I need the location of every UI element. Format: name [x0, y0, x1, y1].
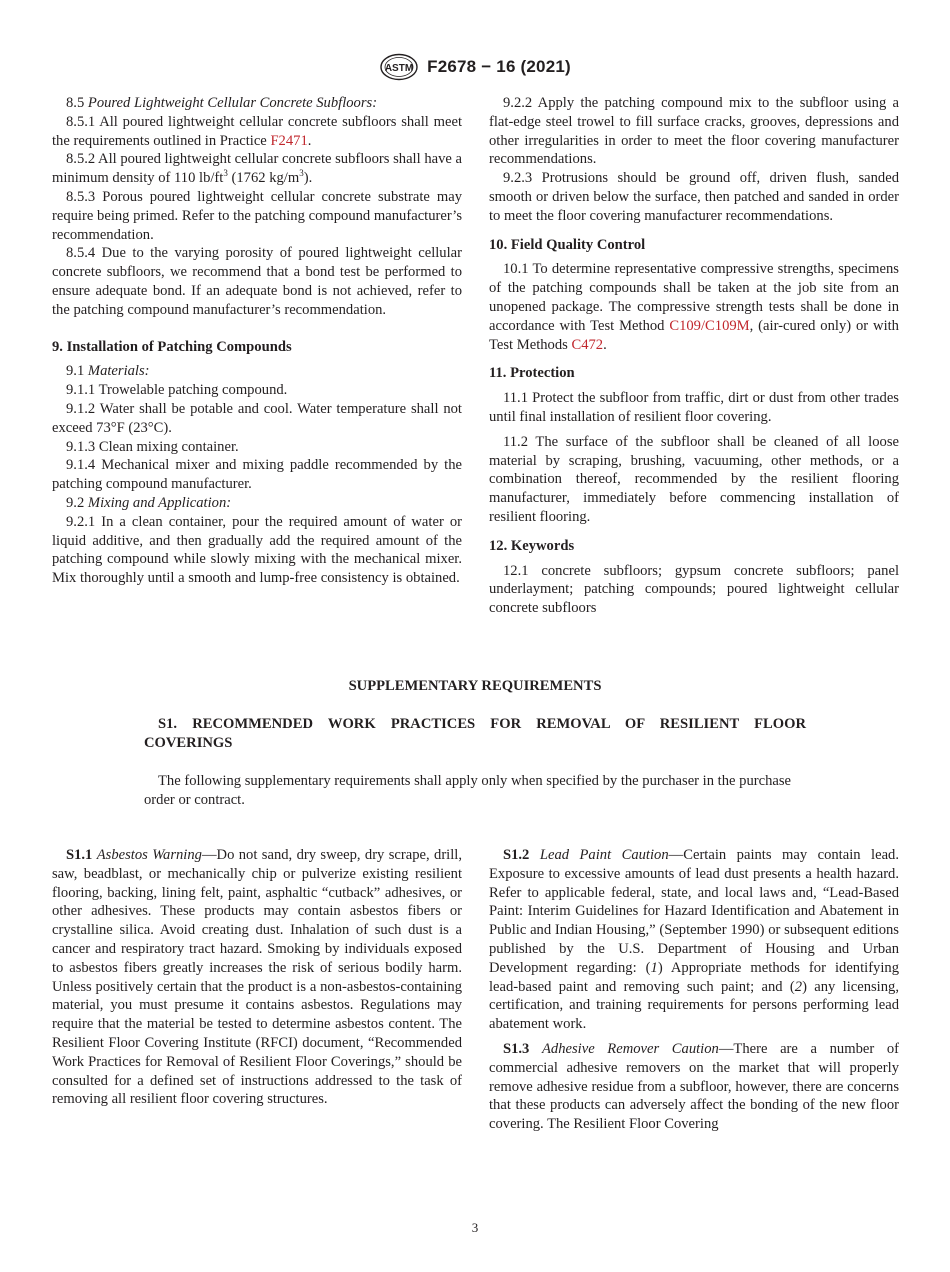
section-8-5-3: 8.5.3 Porous poured lightweight cellular concrete substrate may require being primed. Refer to the patching compound manufacturer’s recommendation. [52, 188, 462, 243]
s1-intro: The following supplementary requirements shall apply only when specified by the purchaser in the purchase order or contract. [144, 773, 792, 808]
section-8-5-4: 8.5.4 Due to the varying porosity of poured lightweight cellular concrete subfloors, we recommend that a bond test be performed to ensure adequate bond. If an adequate bond is not achieved, refer to the patching compound manufacturer’s recommendation. [52, 245, 462, 318]
page-header [0, 53, 950, 81]
document-designation: F2678 − 16 (2021) [427, 57, 571, 76]
ref-link-c472[interactable]: C472 [571, 336, 604, 353]
heading-section-9: 9. Installation of Patching Compounds [52, 338, 292, 355]
right-column-lower [489, 846, 899, 1134]
section-9-1-3: 9.1.3 Clean mixing container. [66, 438, 239, 455]
section-s1-2: S1.2 Lead Paint Caution—Certain paints may contain lead. Exposure to excessive amounts of lead dust presents a health hazard. Refer to applicable federal, state, and local laws and, “Lead-Based Paint: Interim Guidelines for Hazard Identification and Abatement in Public and Indian Housing,” (September 1990) or subsequent editions published by the U.S. Department of Housing and Urban Development regarding: (1) Appropriate methods for identifying lead-based paint and removing such paint; and (2) any licensing, certification, and training requirements for persons performing lead abatement work. [489, 847, 900, 1033]
left-column-lower [52, 846, 462, 1109]
heading-section-11: 11. Protection [489, 365, 575, 382]
page-number: 3 [471, 1220, 479, 1235]
astm-logo-icon [379, 53, 419, 81]
heading-section-12: 12. Keywords [489, 537, 575, 554]
ref-link-f2471[interactable]: F2471 [270, 132, 308, 149]
section-12-1: 12.1 concrete subfloors; gypsum concrete subfloors; panel underlayment; patching compounds; poured lightweight cellular concrete subfloors [489, 562, 899, 617]
s1-title: S1. RECOMMENDED WORK PRACTICES FOR REMOVAL OF RESILIENT FLOOR COVERINGS [144, 716, 806, 751]
section-9-1-4: 9.1.4 Mechanical mixer and mixing paddle recommended by the patching compound manufacturer. [52, 457, 462, 493]
section-11-2: 11.2 The surface of the subfloor shall be cleaned of all loose material by scraping, brushing, vacuuming, other methods, or a combination thereof, recommended by the resilient flooring manufacturer, immediately before commencing installation of resilient flooring. [489, 433, 899, 525]
section-9-2: 9.2 Mixing and Application: [66, 494, 232, 511]
supplementary-heading: SUPPLEMENTARY REQUIREMENTS [348, 678, 602, 694]
logo-text: ASTM [384, 63, 414, 74]
section-9-1: 9.1 Materials: [66, 363, 150, 380]
section-10-1: 10.1 To determine representative compressive strengths, specimens of the patching compounds shall be taken at the job site from an unopened package. The compressive strength tests shall be done in accordance with Test Method C109/C109M, (air-cured only) or with Test Methods C472. [489, 261, 899, 353]
section-9-2-3: 9.2.3 Protrusions should be ground off, driven flush, sanded smooth or driven below the surface, then patched and sanded in order to meet the floor covering manufacturer recommendations. [489, 170, 899, 224]
right-column-upper [489, 94, 899, 618]
section-9-2-1: 9.2.1 In a clean container, pour the required amount of water or liquid additive, and then gradually add the required amount of the patching compound while slowly mixing with the mechanical mixer. Mix thoroughly until a smooth and lump-free consistency is obtained. [52, 513, 462, 587]
section-11-1: 11.1 Protect the subfloor from traffic, dirt or dust from other trades until final installation of resilient floor covering. [489, 390, 899, 425]
left-column-upper [52, 94, 462, 588]
section-9-2-2: 9.2.2 Apply the patching compound mix to the subfloor using a flat-edge steel trowel to fill surface cracks, grooves, depressions and other irregularities in order to meet the floor covering manufacturer recommendations. [489, 95, 899, 168]
section-8-5-1: 8.5.1 All poured lightweight cellular concrete subfloors shall meet the requirements outlined in Practice F2471. [52, 113, 462, 149]
section-9-1-2: 9.1.2 Water shall be potable and cool. Water temperature shall not exceed 73°F (23°C). [52, 400, 462, 436]
heading-section-10: 10. Field Quality Control [489, 236, 646, 253]
ref-link-c109[interactable]: C109/C109M [669, 317, 750, 334]
section-8-5: 8.5 Poured Lightweight Cellular Concrete Subfloors: [66, 95, 378, 111]
section-9-1-1: 9.1.1 Trowelable patching compound. [66, 382, 288, 399]
section-s1-1: S1.1 Asbestos Warning—Do not sand, dry sweep, dry scrape, drill, saw, beadblast, or mechanically chip or pulverize existing resilient flooring, backing, lining felt, paint, asphaltic “cutback” adhesives, or other adhesives. These products may contain asbestos fibers or crystalline silica. Avoid creating dust. Inhalation of such dust is a cancer and respiratory tract hazard. Smoking by individuals exposed to asbestos fibers greatly increases the risk of serious bodily harm. Unless positively certain that the product is a non-asbestos-containing material, you must presume it contains asbestos. Regulations may require that the material be tested to determine asbestos content. The Resilient Floor Covering Institute (RFCI) document, “Recommended Work Practices for Removal of Resilient Floor Coverings,” should be consulted for a defined set of instructions addressed to the task of removing all resilient floor covering structures. [52, 847, 462, 1108]
section-8-5-2: 8.5.2 All poured lightweight cellular concrete subfloors shall have a minimum density of 110 $lb/ft^3$ (1762 $kg/m^3$). [52, 151, 462, 187]
section-s1-3: S1.3 Adhesive Remover Caution—There are a number of commercial adhesive removers on the market that will properly remove adhesive residue from a subfloor, however, there are concerns that these products can adversely affect the bonding of the new floor covering. The Resilient Floor Covering [489, 1040, 899, 1133]
